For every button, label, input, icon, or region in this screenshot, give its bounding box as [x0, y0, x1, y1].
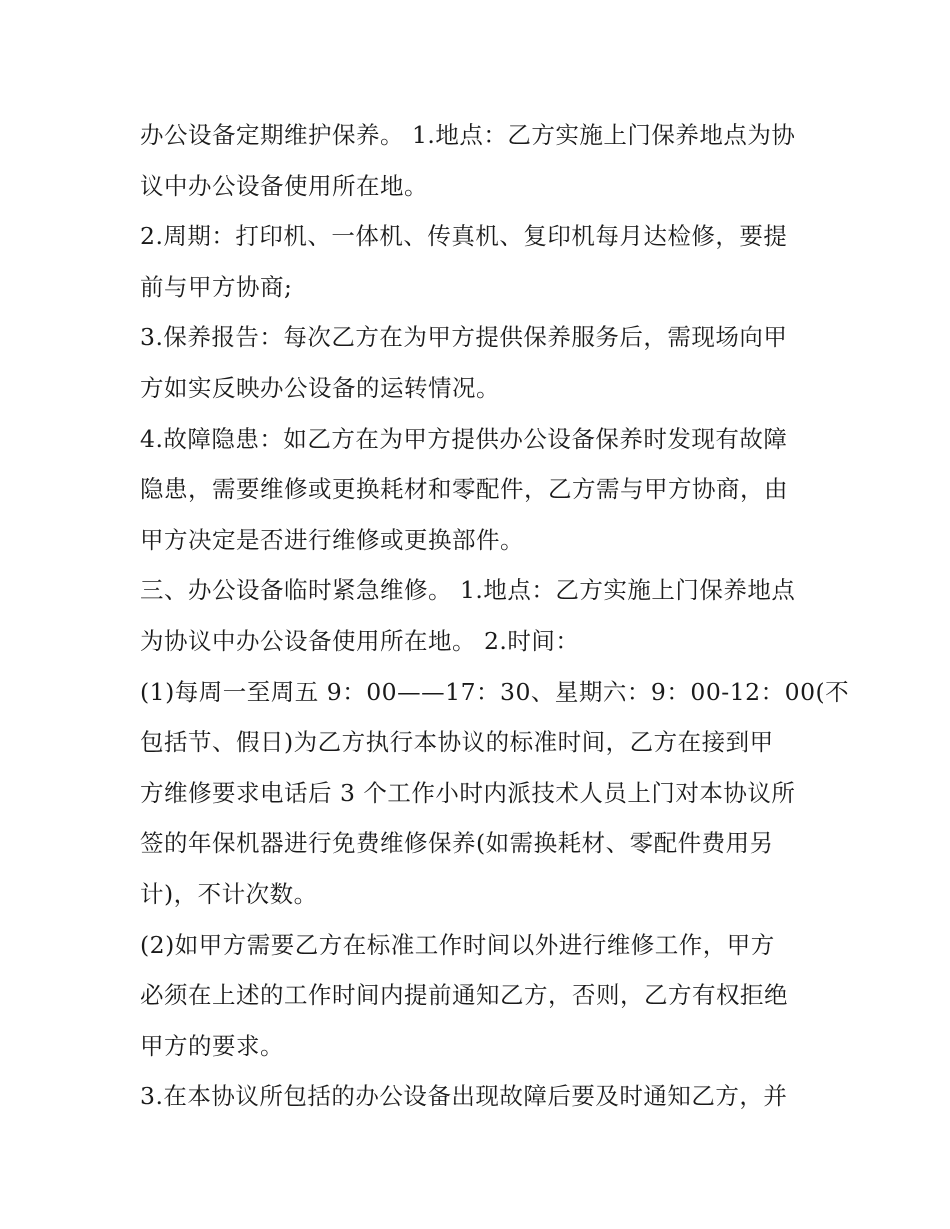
text-line-20: 3.在本协议所包括的办公设备出现故障后要及时通知乙方，并 — [140, 1082, 788, 1111]
text-line-3: 2.周期：打印机、一体机、传真机、复印机每月达检修，要提 — [140, 222, 788, 251]
text-line-1: 办公设备定期维护保养。 1.地点：乙方实施上门保养地点为协 — [140, 121, 796, 149]
document-body — [140, 110, 850, 1122]
text-line-16: 计)，不计次数。 — [140, 879, 318, 908]
text-line-14: 方维修要求电话后 3 个工作小时内派技术人员上门对本协议所 — [140, 778, 796, 807]
text-line-2: 议中办公设备使用所在地。 — [140, 171, 428, 200]
text-line-18: 必须在上述的工作时间内提前通知乙方，否则，乙方有权拒绝 — [140, 981, 788, 1010]
text-line-10: 三、办公设备临时紧急维修。 1.地点：乙方实施上门保养地点 — [140, 576, 796, 605]
text-line-8: 隐患，需要维修或更换耗材和零配件，乙方需与甲方协商，由 — [140, 475, 788, 504]
text-line-4: 前与甲方协商; — [140, 272, 293, 301]
text-line-12: (1)每周一至周五 9：00——17：30、星期六：9：00-12：00(不 — [140, 677, 850, 706]
text-line-17: (2)如甲方需要乙方在标准工作时间以外进行维修工作，甲方 — [140, 930, 775, 959]
text-line-5: 3.保养报告：每次乙方在为甲方提供保养服务后，需现场向甲 — [140, 323, 788, 352]
text-line-19: 甲方的要求。 — [140, 1031, 284, 1060]
text-line-13: 包括节、假日)为乙方执行本协议的标准时间，乙方在接到甲 — [140, 728, 774, 757]
text-line-11: 为协议中办公设备使用所在地。 2.时间： — [140, 626, 580, 655]
text-line-15: 签的年保机器进行免费维修保养(如需换耗材、零配件费用另 — [140, 829, 774, 858]
text-line-7: 4.故障隐患：如乙方在为甲方提供办公设备保养时发现有故障 — [140, 424, 788, 453]
text-line-6: 方如实反映办公设备的运转情况。 — [140, 373, 500, 402]
text-line-9: 甲方决定是否进行维修或更换部件。 — [140, 525, 524, 554]
